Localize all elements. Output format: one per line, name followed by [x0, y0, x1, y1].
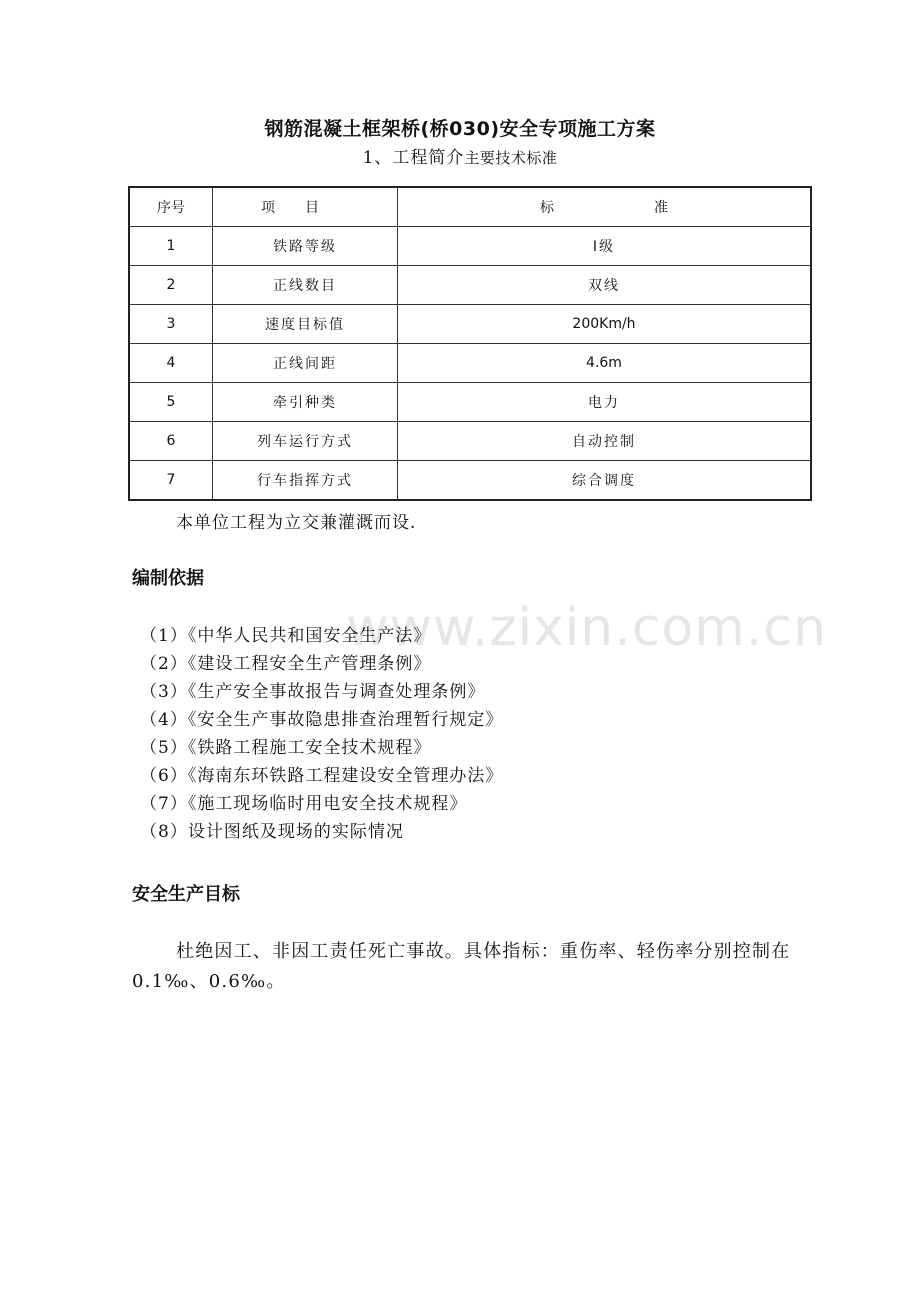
- list-item: （7）《施工现场临时用电安全技术规程》: [140, 794, 468, 814]
- list-item: （4）《安全生产事故隐患排查治理暂行规定》: [140, 710, 504, 730]
- header-standard: [398, 187, 812, 227]
- subtitle-tail: 主要技术标准: [464, 149, 558, 167]
- row-no: 5: [129, 383, 213, 422]
- row-standard: 自动控制: [398, 422, 812, 461]
- list-item: （8）设计图纸及现场的实际情况: [140, 822, 404, 842]
- row-item: 铁路等级: [213, 227, 398, 266]
- list-item: （1）《中华人民共和国安全生产法》: [140, 626, 432, 646]
- row-item: 速度目标值: [213, 305, 398, 344]
- goal-paragraph: 杜绝因工、非因工责任死亡事故。具体指标：重伤率、轻伤率分别控制在 0.1‰、0.6‰。: [132, 941, 791, 992]
- row-no: 4: [129, 344, 213, 383]
- header-item-label: 项目: [261, 200, 349, 216]
- row-item: 正线间距: [213, 344, 398, 383]
- header-standard-label: 标准: [540, 200, 768, 216]
- subtitle-main: 1、工程简介: [362, 148, 465, 168]
- row-item: 行车指挥方式: [213, 461, 398, 501]
- row-item: 正线数目: [213, 266, 398, 305]
- table-row: [129, 344, 811, 383]
- table-header-row: [129, 187, 811, 227]
- header-item: [213, 187, 398, 227]
- basis-heading: 编制依据: [132, 568, 204, 589]
- table-row: [129, 383, 811, 422]
- watermark: www.zixin.com.cn: [346, 598, 827, 658]
- row-standard: 4.6m: [398, 344, 812, 383]
- row-standard: 电力: [398, 383, 812, 422]
- row-standard: 双线: [398, 266, 812, 305]
- table-row: [129, 461, 811, 501]
- list-item: （5）《铁路工程施工安全技术规程》: [140, 738, 432, 758]
- row-standard: 综合调度: [398, 461, 812, 501]
- table-row: [129, 227, 811, 266]
- row-no: 2: [129, 266, 213, 305]
- section-subtitle: [0, 146, 920, 170]
- row-standard: 200Km/h: [398, 305, 812, 344]
- header-seq: 序号: [129, 187, 213, 227]
- list-item: （2）《建设工程安全生产管理条例》: [140, 654, 432, 674]
- list-item: （3）《生产安全事故报告与调查处理条例》: [140, 682, 486, 702]
- table-row: [129, 422, 811, 461]
- table-row: [129, 305, 811, 344]
- basis-list: [140, 622, 503, 846]
- row-no: 3: [129, 305, 213, 344]
- row-item: 列车运行方式: [213, 422, 398, 461]
- technical-standards-table: [128, 186, 812, 501]
- intro-paragraph: 本单位工程为立交兼灌溉而设.: [176, 513, 417, 533]
- row-item: 牵引种类: [213, 383, 398, 422]
- table-row: [129, 266, 811, 305]
- list-item: （6）《海南东环铁路工程建设安全管理办法》: [140, 766, 504, 786]
- row-standard: Ⅰ级: [398, 227, 812, 266]
- document-title: 钢筋混凝土框架桥(桥030)安全专项施工方案: [264, 118, 656, 140]
- row-no: 6: [129, 422, 213, 461]
- row-no: 7: [129, 461, 213, 501]
- row-no: 1: [129, 227, 213, 266]
- goal-heading: 安全生产目标: [132, 884, 240, 905]
